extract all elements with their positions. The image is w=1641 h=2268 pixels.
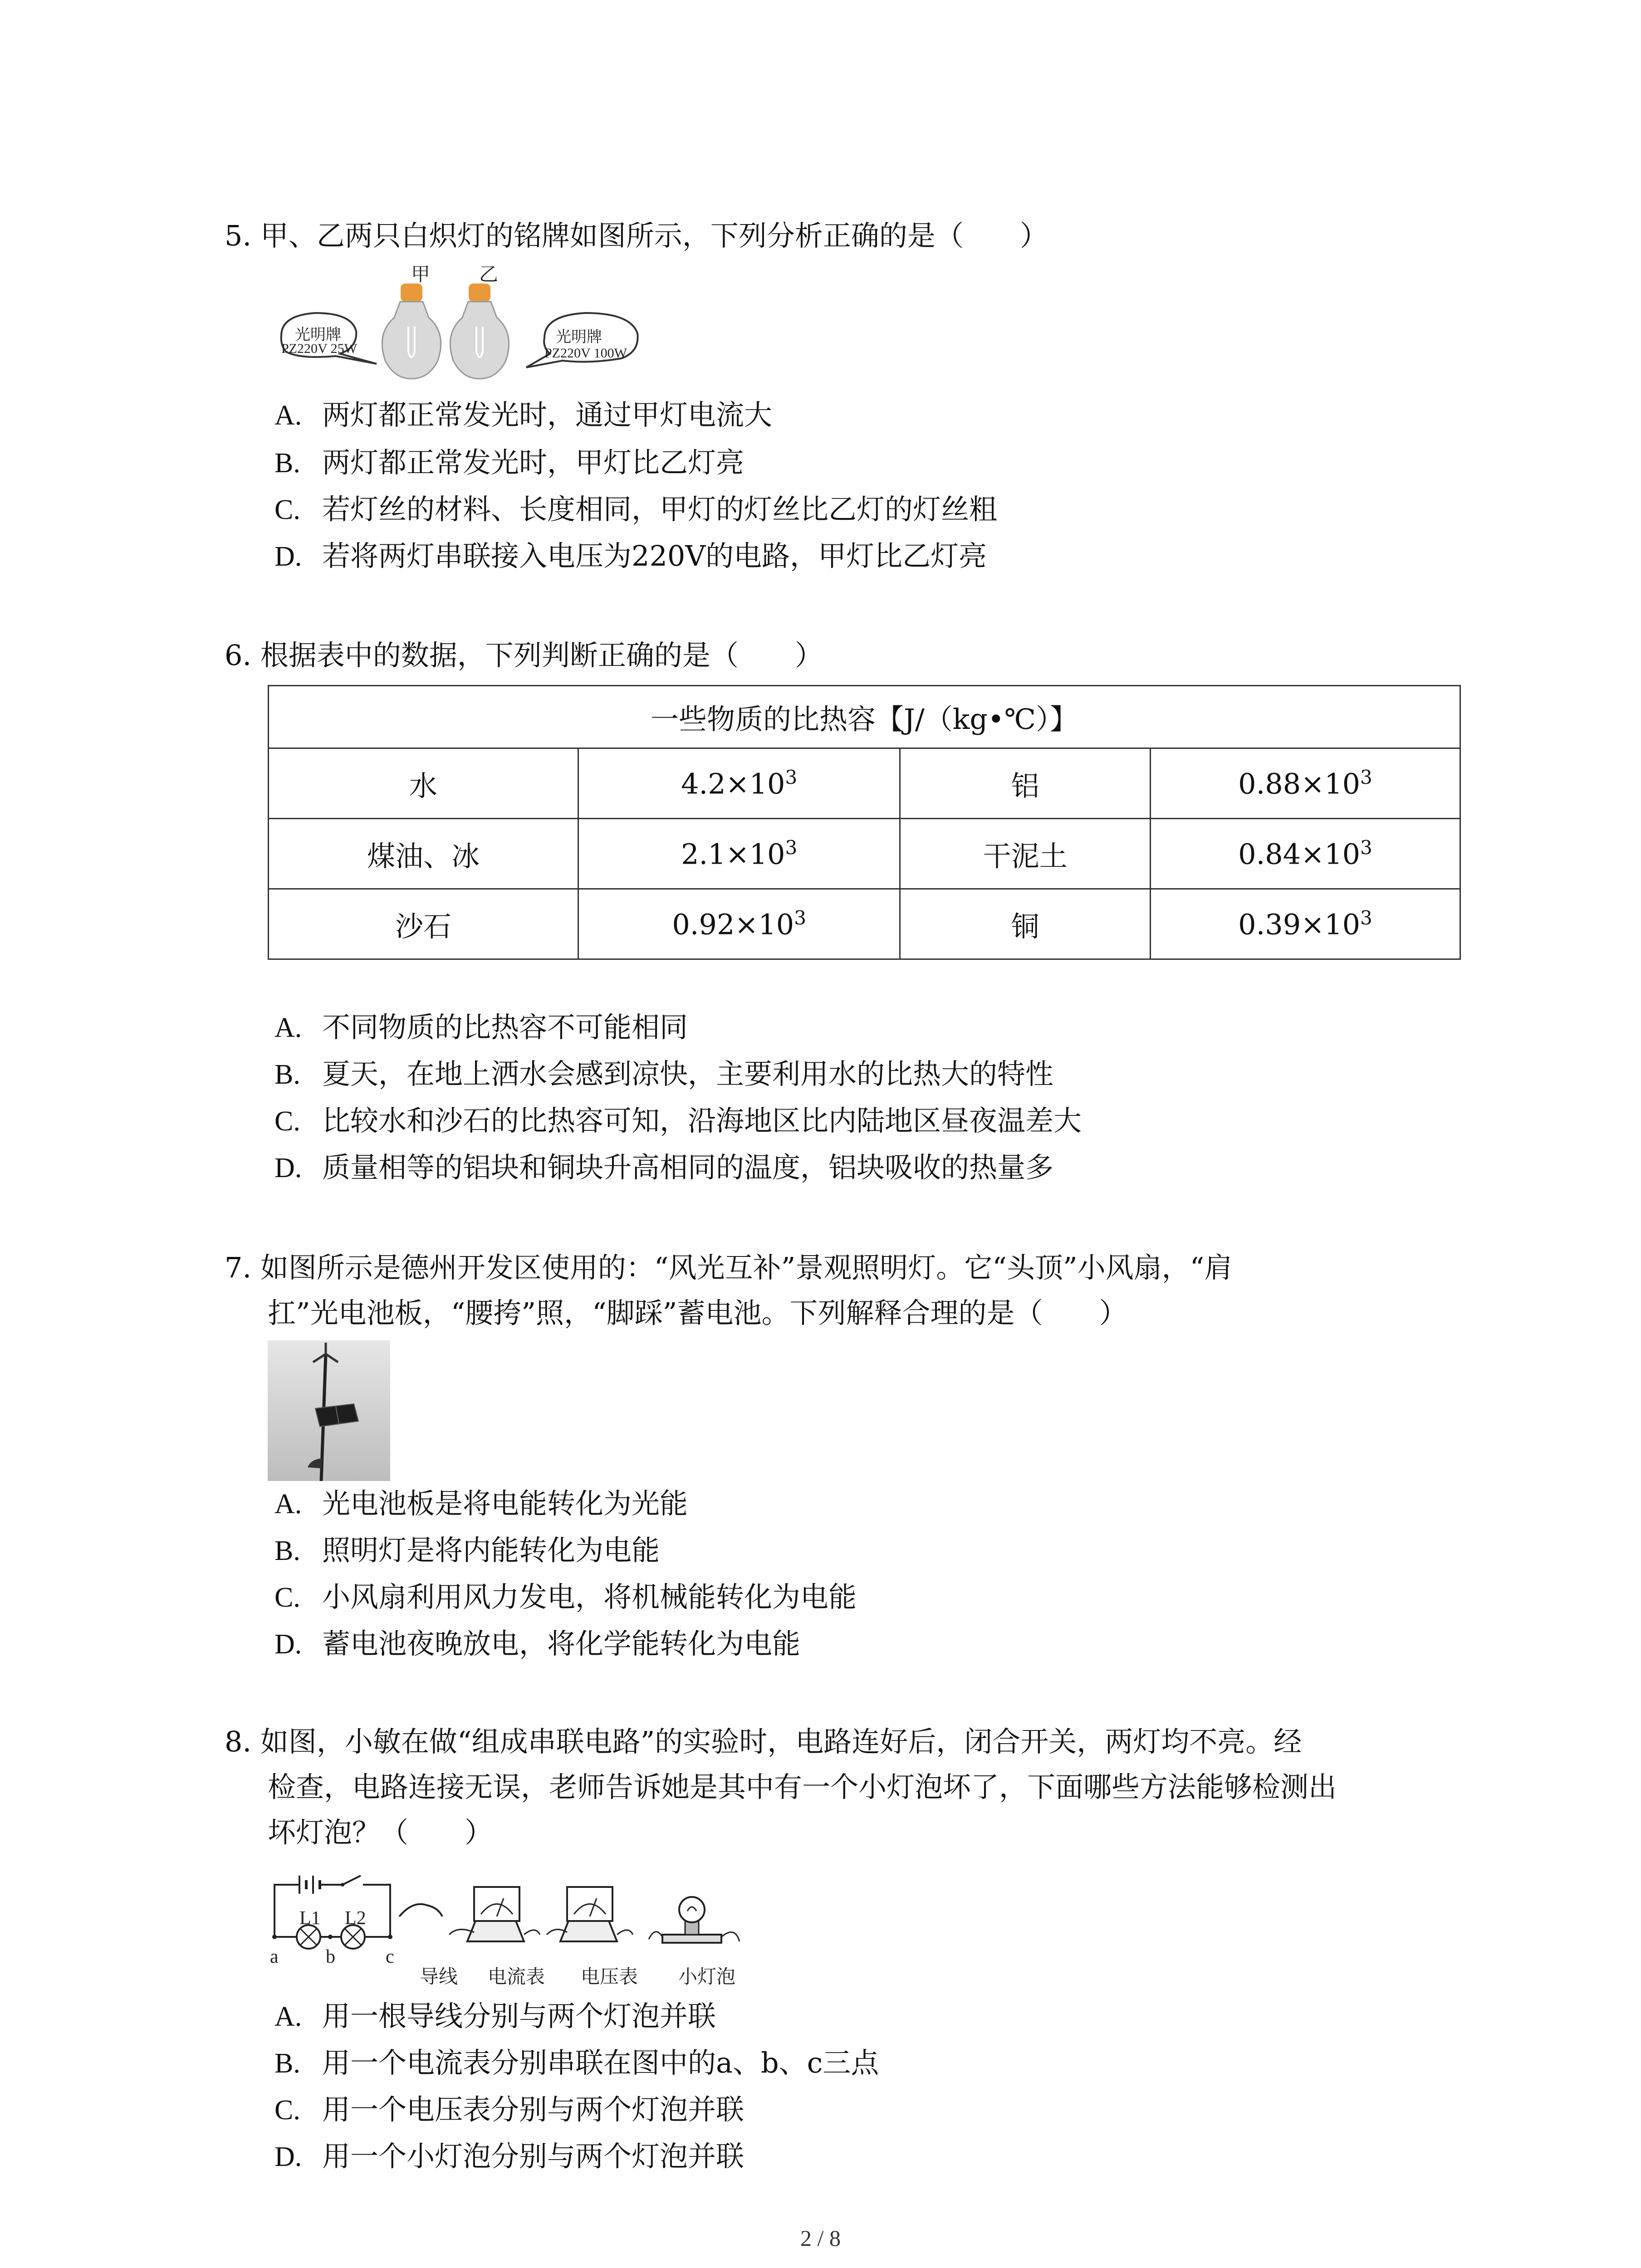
left-plate-title: 光明牌 bbox=[295, 326, 341, 343]
label-voltmeter: 电压表 bbox=[581, 1966, 638, 1987]
table-cell: $0.88\times 10^3$ bbox=[1150, 748, 1460, 819]
table-row bbox=[269, 889, 1460, 959]
wire-icon bbox=[399, 1904, 442, 1916]
option-b: B. 用一个电流表分别串联在图中的a、b、c三点 bbox=[274, 2046, 879, 2079]
left-bulb bbox=[382, 284, 441, 379]
table-cell: 干泥土 bbox=[900, 819, 1151, 889]
label-ammeter: 电流表 bbox=[488, 1966, 545, 1987]
question-stem-continued: 扛”光电池板，“腰挎”照，“脚踩”蓄电池。下列解释合理的是（ ） bbox=[268, 1296, 1127, 1330]
table-caption: 一些物质的比热容【J/（kg•℃）】 bbox=[269, 686, 1460, 748]
table-cell: $2.1\times 10^3$ bbox=[578, 819, 900, 889]
option-d: D. 若将两灯串联接入电压为220V的电路，甲灯比乙灯亮 bbox=[274, 539, 987, 572]
option-c: C. 用一个电压表分别与两个灯泡并联 bbox=[274, 2093, 745, 2126]
street-light-photo bbox=[268, 1340, 390, 1481]
option-a: A. 用一根导线分别与两个灯泡并联 bbox=[274, 1999, 716, 2033]
option-a: A. 不同物质的比热容不可能相同 bbox=[274, 1011, 688, 1044]
right-plate-spec: PZ220V 100W bbox=[544, 346, 627, 361]
table-row bbox=[269, 819, 1460, 889]
question-stem bbox=[225, 213, 1048, 259]
question-number: 6. bbox=[225, 639, 252, 672]
table-cell: 铜 bbox=[900, 889, 1151, 959]
option-c: C. 比较水和沙石的比热容可知，沿海地区比内陆地区昼夜温差大 bbox=[274, 1104, 1082, 1137]
label-point-c: c bbox=[386, 1946, 394, 1967]
question-number: 8. bbox=[225, 1725, 252, 1758]
question-text: 如图，小敏在做“组成串联电路”的实验时，电路连好后，闭合开关，两灯均不亮。经 bbox=[260, 1725, 1302, 1758]
option-d: D. 蓄电池夜晚放电，将化学能转化为电能 bbox=[274, 1627, 801, 1660]
question-text: 甲、乙两只白炽灯的铭牌如图所示，下列分析正确的是（ ） bbox=[260, 219, 1048, 252]
question-stem-continued: 检查，电路连接无误，老师告诉她是其中有一个小灯泡坏了，下面哪些方法能够检测出 bbox=[268, 1770, 1337, 1804]
label-point-a: a bbox=[270, 1946, 279, 1967]
option-d: D. 质量相等的铝块和铜块升高相同的温度，铝块吸收的热量多 bbox=[274, 1151, 1054, 1184]
label-l2: L2 bbox=[345, 1908, 366, 1929]
question-stem bbox=[225, 1245, 1232, 1290]
bulb-label-yi: 乙 bbox=[479, 264, 499, 285]
label-l1: L1 bbox=[299, 1908, 321, 1929]
option-c: C. 若灯丝的材料、长度相同，甲灯的灯丝比乙灯的灯丝粗 bbox=[274, 493, 998, 526]
table-cell: $0.39\times 10^3$ bbox=[1150, 889, 1460, 959]
option-b: B. 两灯都正常发光时，甲灯比乙灯亮 bbox=[274, 446, 745, 479]
question-stem bbox=[225, 633, 823, 678]
page-number: 2 / 8 bbox=[800, 2225, 841, 2251]
bulb-label-jia: 甲 bbox=[411, 264, 431, 285]
table-cell: 水 bbox=[269, 748, 578, 819]
table-cell: 沙石 bbox=[269, 889, 578, 959]
question-text: 根据表中的数据，下列判断正确的是（ ） bbox=[260, 639, 823, 672]
question-number: 7. bbox=[225, 1251, 252, 1284]
right-bulb bbox=[450, 284, 509, 379]
right-plate-title: 光明牌 bbox=[556, 328, 602, 346]
left-plate-spec: PZ220V 25W bbox=[281, 341, 357, 356]
option-c: C. 小风扇利用风力发电，将机械能转化为电能 bbox=[274, 1580, 857, 1613]
table-cell: 铝 bbox=[900, 748, 1151, 819]
option-a: A. 两灯都正常发光时，通过甲灯电流大 bbox=[274, 398, 773, 431]
label-small-bulb: 小灯泡 bbox=[678, 1966, 736, 1987]
small-bulb-icon bbox=[649, 1897, 740, 1943]
question-number: 5. bbox=[225, 219, 252, 252]
table-cell: $4.2\times 10^3$ bbox=[578, 748, 900, 819]
label-point-b: b bbox=[326, 1946, 335, 1967]
question-stem-continued: 坏灯泡？（ ） bbox=[268, 1816, 493, 1849]
label-wire: 导线 bbox=[420, 1966, 458, 1987]
option-b: B. 照明灯是将内能转化为电能 bbox=[274, 1534, 660, 1567]
question-stem bbox=[225, 1719, 1302, 1765]
table-cell: $0.92\times 10^3$ bbox=[578, 889, 900, 959]
option-d: D. 用一个小灯泡分别与两个灯泡并联 bbox=[274, 2140, 745, 2173]
question-text: 如图所示是德州开发区使用的：“风光互补”景观照明灯。它“头顶”小风扇，“肩 bbox=[260, 1251, 1233, 1284]
voltmeter-icon bbox=[547, 1887, 633, 1941]
table-cell: $0.84\times 10^3$ bbox=[1150, 819, 1460, 889]
option-a: A. 光电池板是将电能转化为光能 bbox=[274, 1487, 688, 1520]
specific-heat-table bbox=[268, 685, 1461, 960]
table-cell: 煤油、冰 bbox=[269, 819, 578, 889]
series-circuit-diagram bbox=[272, 1876, 392, 1949]
option-b: B. 夏天，在地上洒水会感到凉快，主要利用水的比热大的特性 bbox=[274, 1057, 1054, 1090]
table-row bbox=[269, 748, 1460, 819]
ammeter-icon bbox=[449, 1887, 540, 1941]
